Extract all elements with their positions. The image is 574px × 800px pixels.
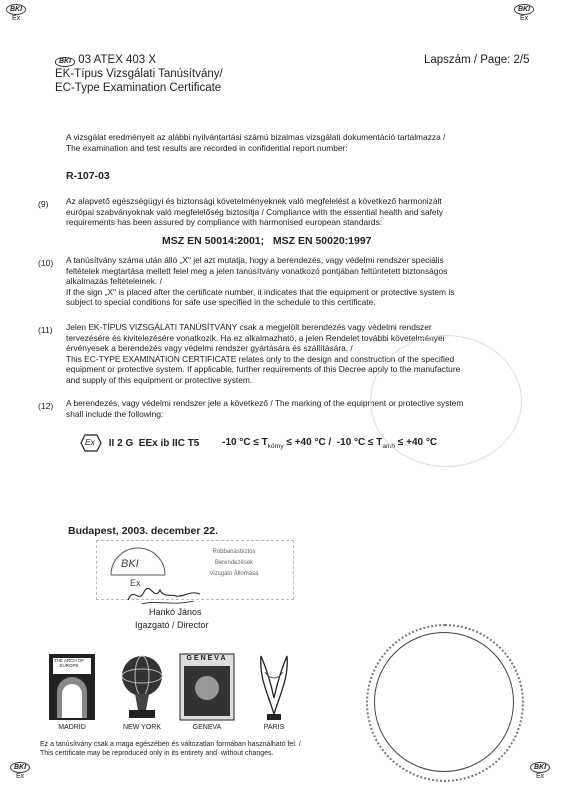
section-10-text: A tanúsítvány száma után álló „X" jel azt mutatja, hogy a berendezés, vagy védelmi rendszer speciális feltételek megtartása mellett felel meg a jelen tanúsítvány vonatkozó pontjában feltüntetett biztonságos alkalmazás feltételeinek. / If the sign „X" is placed after the certificate number, it indicates that the equipment or protective system is subject to special conditions for safe use specified in the schedule to this certificate. (66, 255, 455, 308)
watermark-ring (370, 335, 522, 467)
award-new-york: NEW YORK (108, 652, 176, 731)
section-12-number: (12) (38, 401, 54, 411)
atex-marking: II 2 G EEx ib IIC T5 (108, 437, 200, 449)
certificate-number-line (55, 53, 223, 67)
arch-of-europe-award-icon: THE ARCH OF EUROPE (43, 652, 101, 722)
stamp-text: Robbanásbiztos Berendezések Vizsgáló Állomása (209, 549, 259, 577)
place-and-date: Budapest, 2003. december 22. (68, 525, 218, 537)
ex-hexagon-icon: Ex (80, 434, 102, 452)
bki-logo: BKI (55, 57, 75, 67)
temperature-range-1: -10 $^\circ C \le T_{körny} \le +40$ °C / (222, 436, 335, 450)
signatory-name: Hankó János (149, 607, 202, 617)
certificate-header (55, 53, 223, 95)
section-10-number: (10) (38, 258, 54, 268)
intro-text: A vizsgálat eredményeit az alábbi nyilvántartási számú bizalmas vizsgálati dokumentáció tartalmazza / The examination and test results are recorded in confidential report number: (66, 132, 446, 153)
title-hungarian: EK-Típus Vizsgálati Tanúsítvány/ (55, 68, 223, 80)
section-11-text: Jelen EK-TÍPUS VIZSGÁLATI TANÚSÍTVÁNY csak a megjelölt berendezés vagy védelmi rendszer tervezésére és kivitelezésére vonatkozik. Ha ez alkalmazható, a jelen Rendelet további követelményei érvényesek a berendezés vagy védelmi rendszer gyártására és szállítására. / This EC-TYPE EXAMINATION CERTIFICATE relates only to the design and construction of the specified equipment or protective system. If applicable, further requirements of this Decree apply to the manufacture and supply of this equipment or protective system. (66, 322, 461, 385)
stamp-bki-logo: BKI Ex (103, 545, 173, 595)
embossed-seal (374, 632, 514, 772)
award-madrid: THE ARCH OF EUROPE MADRID (38, 652, 106, 731)
page-number: Lapszám / Page: 2/5 (424, 54, 530, 66)
title-english: EC-Type Examination Certificate (55, 82, 222, 94)
award-geneva: GENEVA GENEVA (173, 652, 241, 731)
bki-corner-logo-top-right: BKI Ex (514, 4, 534, 22)
certificate-number: 03 ATEX 403 X (78, 54, 157, 66)
bki-corner-logo-bottom-right: BKI Ex (530, 762, 550, 780)
section-12-text: A berendezés, vagy védelmi rendszer jele a következő / The marking of the equipment or protective system shall include the following: (66, 398, 464, 419)
section-9-text: Az alapvető egészségügyi és biztonsági követelményeknek való megfelelést a következő harmonizált európai szabványoknak való megfelelőség biztosítja / Compliance with the essential health and safety requirements has been assured by compliance with harmonised european standards: (66, 196, 444, 228)
section-9-number: (9) (38, 199, 49, 209)
geneva-award-icon: GENEVA (178, 652, 236, 722)
section-11-number: (11) (38, 325, 53, 335)
signatory-title: Igazgató / Director (135, 620, 209, 630)
globe-trophy-icon (113, 652, 171, 722)
paris-trophy-icon (245, 652, 303, 722)
handwritten-signature (124, 584, 204, 608)
harmonised-standards: MSZ EN 50014:2001; MSZ EN 50020:1997 (162, 235, 372, 247)
temperature-range-2: -10 $^\circ C \le T_{amb} \le +40$ °C (336, 436, 438, 450)
award-paris: PARIS (240, 652, 308, 731)
bki-corner-logo-bottom-left: BKI Ex (10, 762, 30, 780)
report-number: R-107-03 (66, 170, 110, 182)
reproduction-notice: Ez a tanúsítvány csak a maga egészében és változatlan formában használható fel. / This certificate may be reproduced only in its entirety and without changes. (40, 741, 301, 757)
bki-corner-logo-top-left: BKI Ex (6, 4, 26, 22)
